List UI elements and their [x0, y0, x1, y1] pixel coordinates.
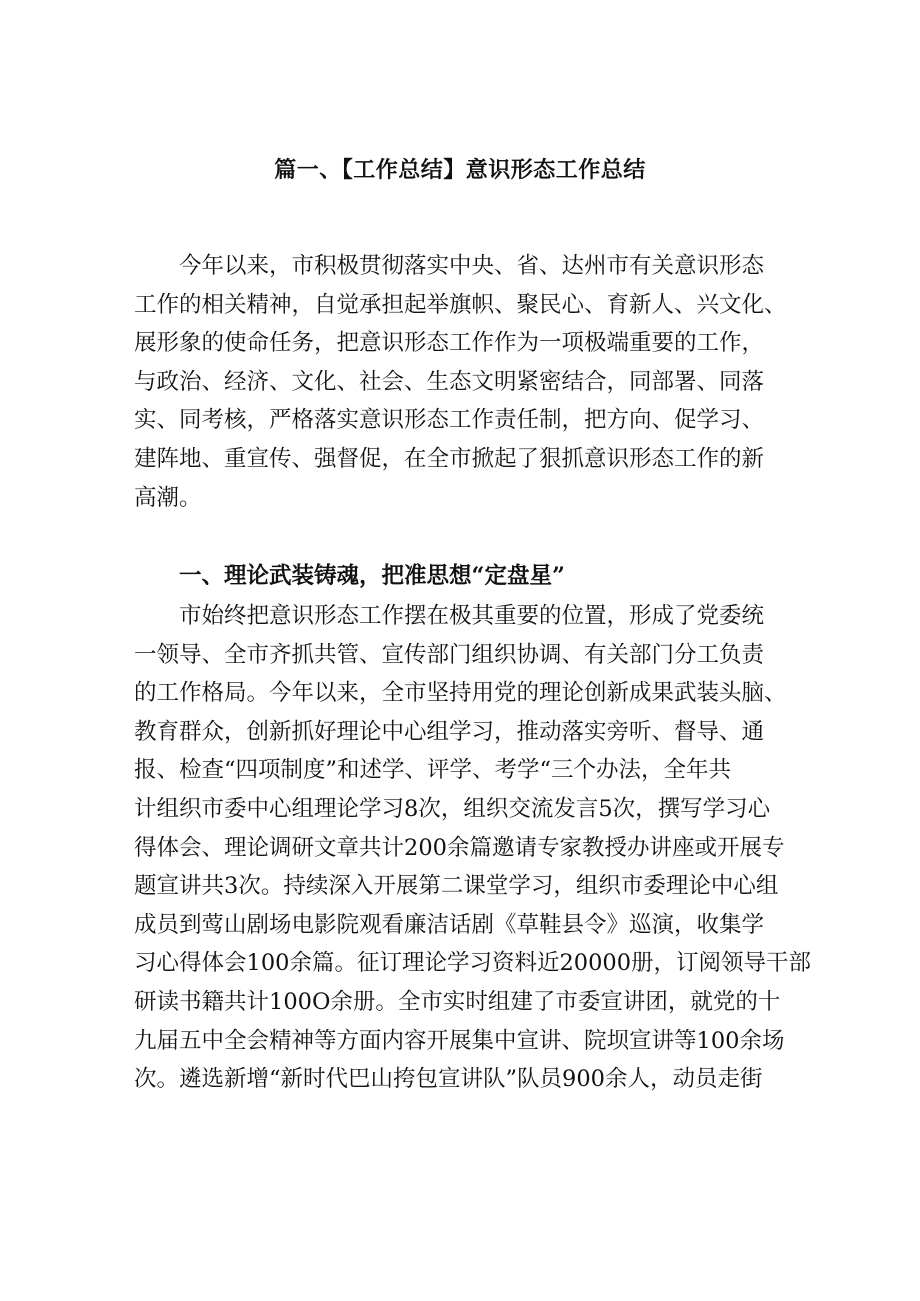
section-heading: 一、理论武装铸魂，把准思想“定盘星” [179, 563, 565, 589]
paragraph-line: 成员到莺山剧场电影院观看廉洁话剧《草鞋县令》巡演，收集学 [134, 911, 765, 938]
paragraph-line: 题宣讲共3次。持续深入开展第二课堂学习，组织市委理论中心组 [134, 873, 779, 900]
section-1-paragraph [134, 597, 812, 1099]
paragraph-line: 计组织市委中心组理论学习8次，组织交流发言5次，撰写学习心 [134, 795, 771, 822]
paragraph-line: 高潮。 [134, 484, 202, 511]
paragraph-line: 次。遴选新增“新时代巴山挎包宣讲队”队员900余人，动员走街 [134, 1066, 763, 1093]
paragraph-line: 得体会、理论调研文章共计200余篇邀请专家教授办讲座或开展专 [134, 834, 785, 861]
paragraph-line: 工作的相关精神，自觉承担起举旗帜、聚民心、育新人、兴文化、 [134, 291, 787, 318]
paragraph-line: 展形象的使命任务，把意识形态工作作为一项极端重要的工作， [134, 330, 765, 357]
paragraph-line: 实、同考核，严格落实意识形态工作责任制，把方向、促学习、 [134, 407, 765, 434]
document-title: 篇一、【工作总结】意识形态工作总结 [274, 157, 646, 183]
paragraph-line: 市始终把意识形态工作摆在极其重要的位置，形成了党委统 [179, 603, 765, 629]
paragraph-line: 今年以来，市积极贯彻落实中央、省、达州市有关意识形态 [179, 253, 765, 279]
intro-paragraph [134, 247, 796, 517]
paragraph-line: 的工作格局。今年以来，全市坚持用党的理论创新成果武装头脑、 [134, 680, 787, 707]
paragraph-line: 一领导、全市齐抓共管、宣传部门组织协调、有关部门分工负责 [134, 641, 765, 668]
paragraph-line: 与政治、经济、文化、社会、生态文明紧密结合，同部署、同落 [134, 368, 765, 395]
paragraph-line: 习心得体会100余篇。征订理论学习资料近20000册，订阅领导干部 [134, 950, 812, 977]
paragraph-line: 研读书籍共计100O余册。全市实时组建了市委宣讲团，就党的十 [134, 988, 781, 1015]
paragraph-line: 教育群众，创新抓好理论中心组学习，推动落实旁听、督导、通 [134, 718, 765, 745]
paragraph-line: 九届五中全会精神等方面内容开展集中宣讲、院坝宣讲等100余场 [134, 1027, 785, 1054]
paragraph-line: 报、检查“四项制度”和述学、评学、考学“三个办法，全年共 [134, 757, 732, 784]
paragraph-line: 建阵地、重宣传、强督促，在全市掀起了狠抓意识形态工作的新 [134, 445, 765, 472]
